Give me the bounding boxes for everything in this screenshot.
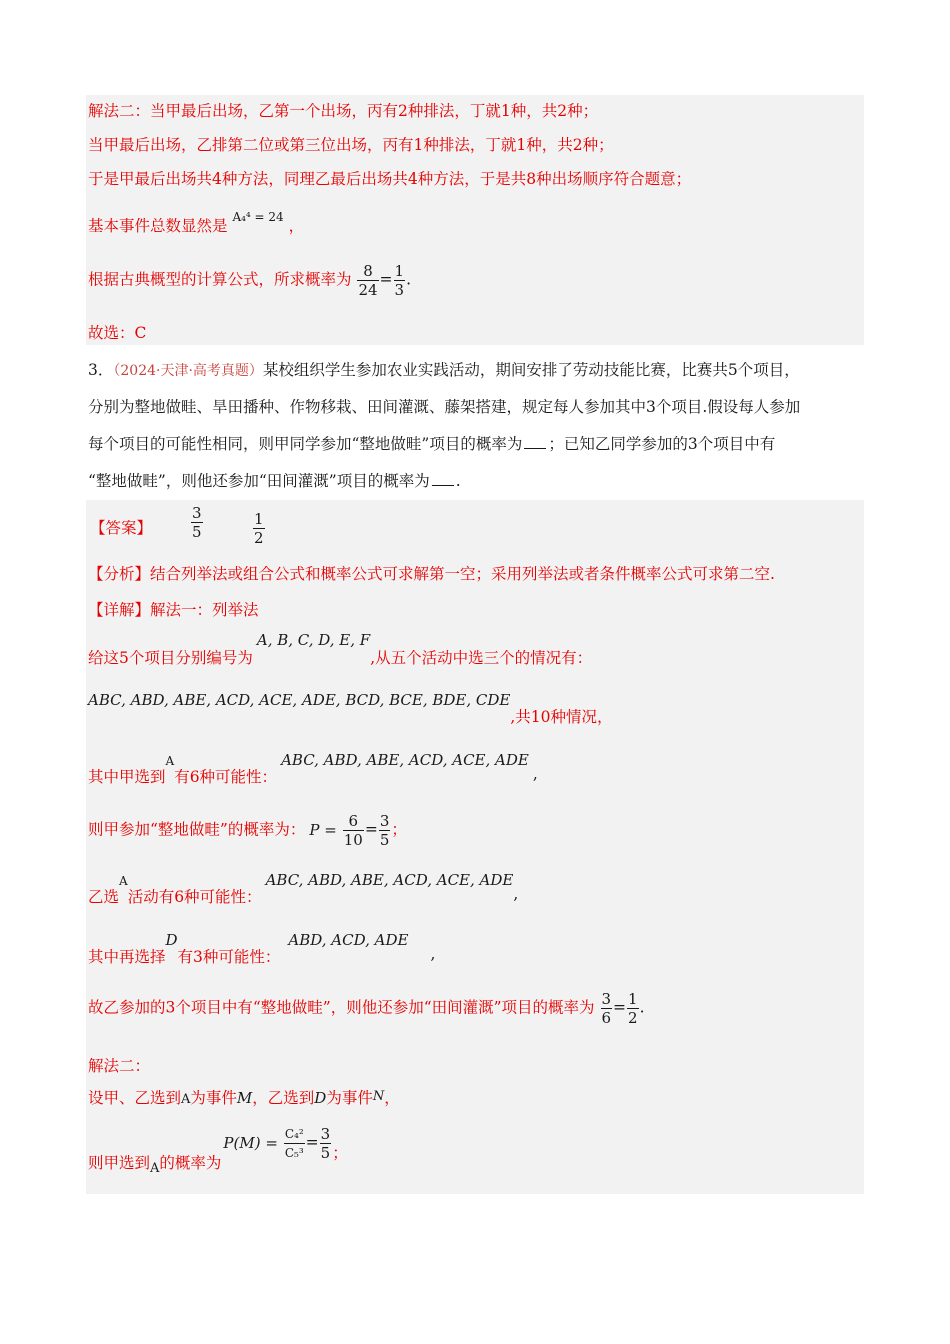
answer-label: 【答案】 [90, 519, 153, 537]
question-text-3b: ；已知乙同学参加的3个项目中有 [548, 435, 776, 453]
detail-row-4-text: 则甲参加“整地做畦”的概率为： [88, 820, 306, 839]
prob-pm: P(M) = [223, 1133, 278, 1152]
question-source: （2024·天津·高考真题） [113, 363, 263, 379]
detail-row-8-b: 为事件 [190, 1089, 237, 1107]
detail-row-5-text: 乙选 [88, 888, 120, 906]
question-text-4b: . [455, 472, 461, 490]
fraction-numerator: 3 [379, 812, 390, 830]
a-combinations-2: ABC, ABD, ABE, ACD, ACE, ADE [265, 871, 514, 889]
question-text-4a: “整地做畦”，则他还参加“田间灌溉”项目的概率为 [88, 472, 430, 490]
fraction-1-2-b [627, 990, 639, 1027]
fraction-3-5-c [320, 1125, 332, 1162]
sol2-line-5-text: 根据古典概型的计算公式，所求概率为 [88, 270, 352, 289]
analysis-label: 【分析】 [88, 565, 151, 583]
detail-row-4: 则甲参加“整地做畦”的概率为： P = $\frac{6}{10}$ = $\frac{3}{5}$ ； [88, 812, 407, 849]
fraction-denominator: 3 [394, 281, 405, 299]
sol2-line-4-math: A₄⁴ = 24 [232, 210, 284, 224]
fraction-3-5-b [379, 812, 391, 849]
fraction-1-3 [394, 262, 406, 299]
sol2-line-4-tail: ， [288, 217, 305, 235]
analysis-text: 结合列举法或组合公式和概率公式可求解第一空；采用列举法或者条件概率公式可求第二空. [150, 565, 775, 583]
fraction-6-10 [343, 812, 364, 849]
fraction-numerator: 8 [357, 262, 378, 281]
fraction-numerator: 1 [394, 262, 405, 280]
method-2-title: 解法二： [88, 1057, 151, 1075]
sol2-line-6: 故选：C [88, 324, 147, 342]
detail-row-1 [88, 630, 593, 667]
detail-row-5-tail: , [513, 885, 519, 903]
question-number: 3． [88, 361, 114, 379]
detail-row-6-tail: , [430, 945, 436, 963]
sol2-line-2: 当甲最后出场，乙排第二位或第三位出场，丙有1种排法，丁就1种，共2种； [88, 136, 614, 154]
fraction-numerator: 1 [254, 510, 264, 528]
detail-label: 【详解】 [88, 601, 151, 619]
fraction-numerator: 6 [343, 812, 364, 831]
method-1-title: 解法一：列举法 [150, 601, 259, 619]
question-line-4 [88, 471, 461, 491]
fraction-denominator: 5 [192, 523, 202, 541]
project-labels: A, B, C, D, E, F [256, 631, 371, 649]
sol2-line-5-tail: . [406, 270, 412, 289]
detail-row-3-mid: 有6种可能性： [174, 768, 278, 786]
fraction-1-2 [253, 510, 265, 547]
detail-row-5-mid: 活动有6种可能性： [127, 888, 262, 906]
var-d: D [165, 931, 178, 949]
fraction-denominator: 24 [358, 281, 378, 299]
detail-row-8-e: ， [384, 1089, 400, 1107]
analysis-line [88, 564, 775, 584]
detail-row-8-a: 设甲、乙选到 [88, 1089, 182, 1107]
fraction-numerator: 3 [192, 504, 202, 522]
detail-row-4-tail: ； [391, 820, 407, 839]
var-m: M [236, 1089, 253, 1107]
detail-row-9-text: 则甲选到 [88, 1153, 151, 1172]
fraction-3-5 [191, 504, 203, 541]
question-text-1: 某校组织学生参加农业实践活动，期间安排了劳动技能比赛，比赛共5个项目， [262, 361, 800, 379]
detail-row-8-c: ，乙选到 [252, 1089, 315, 1107]
detail-line [88, 600, 259, 620]
detail-row-1-text: 给这5个项目分别编号为 [88, 649, 253, 667]
answer-value-1 [190, 504, 204, 541]
fraction-numerator: C₄² [284, 1125, 305, 1144]
detail-row-3-text: 其中甲选到 [88, 768, 166, 786]
fraction-3-6 [601, 990, 613, 1027]
question-line-2: 分别为整地做畦、旱田播种、作物移栽、田间灌溉、藤架搭建，规定每人参加其中3个项目.假设每人参加 [88, 398, 801, 416]
fraction-denominator: 5 [320, 1144, 331, 1162]
answer-value-2 [252, 510, 266, 547]
var-d-2: D [314, 1089, 327, 1107]
var-n: N [372, 1089, 385, 1104]
detail-row-8 [88, 1088, 400, 1110]
detail-row-3-tail: , [532, 765, 538, 783]
detail-row-5 [88, 870, 519, 906]
detail-row-6-mid: 有3种可能性： [177, 948, 281, 966]
var-a-3: A [181, 1092, 191, 1107]
fraction-denominator: 5 [379, 831, 390, 849]
a-combinations: ABC, ABD, ABE, ACD, ACE, ADE [281, 751, 529, 769]
detail-row-2 [88, 690, 613, 726]
sol2-line-5: 根据古典概型的计算公式，所求概率为 $\frac{8}{24}$ = $\frac{1}{3}$ . [88, 262, 412, 299]
fraction-denominator: 2 [628, 1009, 638, 1027]
detail-row-2-tail: ,共10种情况， [510, 708, 613, 726]
prob-p: P = [309, 820, 337, 839]
detail-row-9-tail: ； [332, 1143, 348, 1162]
question-line-1 [88, 360, 800, 381]
fraction-8-24 [357, 262, 378, 299]
fraction-numerator: 1 [628, 990, 638, 1008]
fraction-denominator: 2 [254, 529, 264, 547]
question-line-3 [88, 434, 775, 454]
all-combinations: ABC, ABD, ABE, ACD, ACE, ADE, BCD, BCE, BDE, CDE [88, 691, 511, 709]
d-combinations: ABD, ACD, ADE [288, 931, 409, 949]
detail-row-7-text: 故乙参加的3个项目中有“整地做畦”，则他还参加“田间灌溉”项目的概率为 [88, 998, 595, 1017]
var-a: A [165, 754, 175, 768]
detail-row-3 [88, 750, 538, 786]
detail-row-7-tail: . [639, 998, 645, 1017]
sol2-line-4 [88, 206, 305, 235]
detail-row-8-d: 为事件 [326, 1089, 373, 1107]
detail-row-9: 则甲选到$_A$的概率为P(M) = $\frac{\text{C₄²}}{\text{C₅³}}$ = $\frac{3}{5}$ ； [88, 1125, 348, 1176]
fraction-numerator: 3 [601, 990, 612, 1008]
detail-row-9-mid: 的概率为 [159, 1153, 222, 1172]
var-a-4: A [150, 1160, 160, 1176]
var-a-2: A [119, 874, 128, 888]
detail-row-6-text: 其中再选择 [88, 948, 166, 966]
fraction-numerator: 3 [320, 1125, 331, 1143]
answer-blank-1 [524, 448, 546, 449]
sol2-line-1: 解法二：当甲最后出场，乙第一个出场，丙有2种排法，丁就1种，共2种； [88, 102, 599, 120]
detail-row-7: 故乙参加的3个项目中有“整地做畦”，则他还参加“田间灌溉”项目的概率为 $\frac{3}{6}$ = $\frac{1}{2}$ . [88, 990, 645, 1027]
fraction-denominator: 6 [601, 1009, 612, 1027]
fraction-denominator: C₅³ [284, 1146, 304, 1160]
detail-row-1-tail: ,从五个活动中选三个的情况有： [370, 649, 593, 667]
fraction-denominator: 10 [343, 831, 363, 849]
sol2-line-4-text: 基本事件总数显然是 [88, 217, 228, 235]
answer-blank-2 [432, 485, 454, 486]
question-text-3a: 每个项目的可能性相同，则甲同学参加“整地做畦”项目的概率为 [88, 435, 523, 453]
sol2-line-3: 于是甲最后出场共4种方法，同理乙最后出场共4种方法，于是共8种出场顺序符合题意； [88, 170, 692, 188]
fraction-c42-c53 [284, 1125, 305, 1162]
detail-row-6 [88, 930, 436, 966]
